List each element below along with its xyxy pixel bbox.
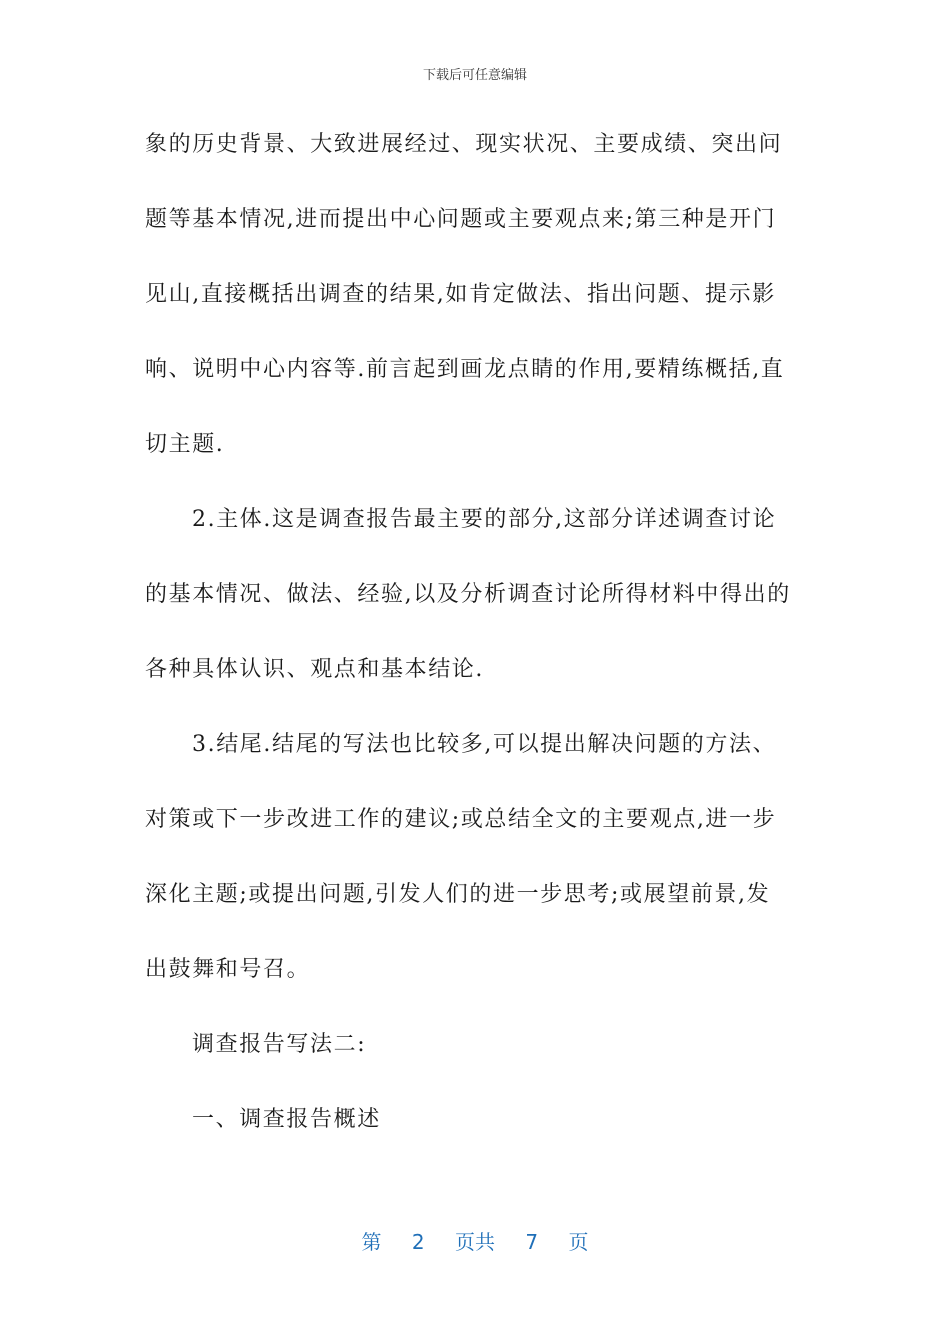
body-line: 的基本情况、做法、经验,以及分析调查讨论所得材料中得出的 xyxy=(145,582,791,607)
body-line: 出鼓舞和号召。 xyxy=(145,957,311,982)
section-heading: 调查报告写法二: xyxy=(192,1032,367,1057)
body-line: 对策或下一步改进工作的建议;或总结全文的主要观点,进一步 xyxy=(145,807,777,832)
body-line: 深化主题;或提出问题,引发人们的进一步思考;或展望前景,发 xyxy=(145,882,771,907)
footer-middle: 页共 xyxy=(455,1230,495,1254)
body-line: 2.主体.这是调查报告最主要的部分,这部分详述调查讨论 xyxy=(192,507,777,532)
footer-suffix: 页 xyxy=(568,1230,589,1254)
body-line: 见山,直接概括出调查的结果,如肯定做法、指出问题、提示影 xyxy=(145,282,776,307)
body-line: 切主题. xyxy=(145,432,225,457)
body-line: 响、说明中心内容等.前言起到画龙点睛的作用,要精练概括,直 xyxy=(145,357,785,382)
page-header: 下载后可任意编辑 xyxy=(422,68,527,83)
section-heading: 一、调查报告概述 xyxy=(192,1107,381,1132)
page-footer xyxy=(0,1226,950,1255)
footer-prefix: 第 xyxy=(361,1230,382,1254)
body-line: 3.结尾.结尾的写法也比较多,可以提出解决问题的方法、 xyxy=(192,732,777,757)
body-line: 各种具体认识、观点和基本结论. xyxy=(145,657,484,682)
body-line: 象的历史背景、大致进展经过、现实状况、主要成绩、突出问 xyxy=(145,132,783,157)
footer-current-page: 2 xyxy=(411,1230,425,1254)
body-line: 题等基本情况,进而提出中心问题或主要观点来;第三种是开门 xyxy=(145,207,777,232)
footer-total-pages: 7 xyxy=(525,1230,539,1254)
